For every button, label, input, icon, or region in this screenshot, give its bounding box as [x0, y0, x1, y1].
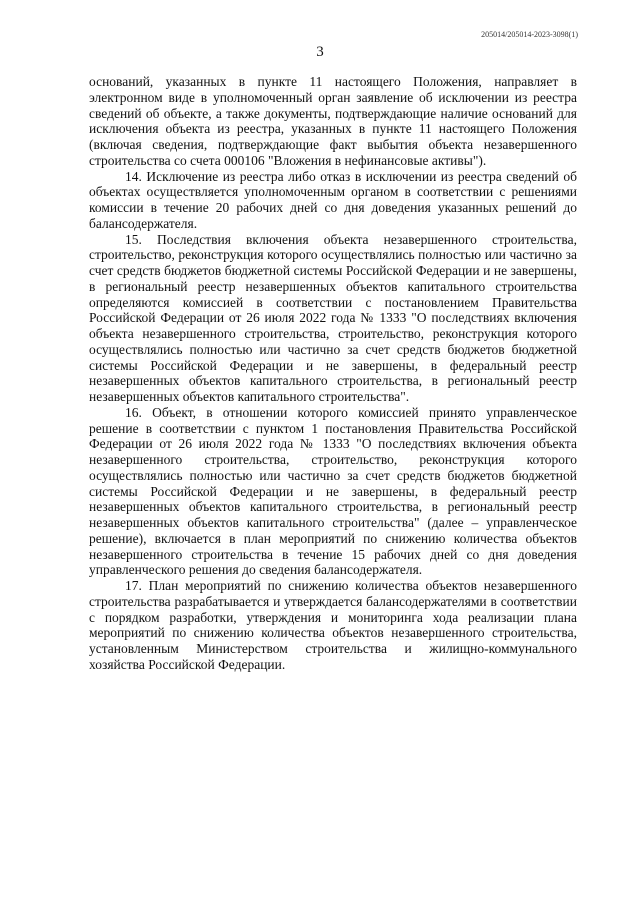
- document-registration-code: 205014/205014-2023-3098(1): [481, 30, 578, 39]
- paragraph-14: 14. Исключение из реестра либо отказ в исключении из реестра сведений об объектах осуществляется уполномоченным органом в соответствии с решениями комиссии в течение 20 рабочих дней со дня доведения указанных решений до балансодержателя.: [89, 168, 577, 231]
- paragraph-continuation: оснований, указанных в пункте 11 настоящего Положения, направляет в электронном виде в уполномоченный орган заявление об исключении из реестра сведений об объекте, а также документы, подтверждающие наличие оснований для исключения объекта из реестра, указанных в пункте 11 настоящего Положения (включая сведения, подтверждающие факт выбытия объекта незавершенного строительства со счета 000106 "Вложения в нефинансовые активы").: [89, 74, 577, 168]
- document-body: [89, 74, 577, 673]
- page-number: 3: [316, 44, 324, 60]
- paragraph-17: 17. План мероприятий по снижению количества объектов незавершенного строительства разрабатывается и утверждается балансодержателями в соответствии с порядком разработки, утверждения и мониторинга хода реализации плана мероприятий по снижению количества объектов незавершенного строительства, установленным Министерством строительства и жилищно-коммунального хозяйства Российской Федерации.: [89, 578, 577, 672]
- paragraph-15: 15. Последствия включения объекта незавершенного строительства, строительство, реконструкция которого осуществлялись полностью или частично за счет средств бюджетов бюджетной системы Российской Федерации и не завершены, в региональный реестр незавершенных объектов капитального строительства определяются комиссией в соответствии с постановлением Правительства Российской Федерации от 26 июля 2022 года № 1333 "О последствиях включения объекта незавершенного строительства, строительство, реконструкция которого осуществлялись полностью или частично за счет средств бюджетов бюджетной системы Российской Федерации и не завершены, в федеральный реестр незавершенных объектов капитального строительства, в региональный реестр незавершенных объектов капитального строительства".: [89, 231, 577, 404]
- paragraph-16: 16. Объект, в отношении которого комиссией принято управленческое решение в соответствии с пунктом 1 постановления Правительства Российской Федерации от 26 июля 2022 года № 1333 "О последствиях включения объекта незавершенного строительства, строительство, реконструкция которого осуществлялись полностью или частично за счет средств бюджетов бюджетной системы Российской Федерации и не завершены, в федеральный реестр незавершенных объектов капитального строительства, в региональный реестр незавершенных объектов капитального строительства" (далее – управленческое решение), включается в план мероприятий по снижению количества объектов незавершенного строительства в течение 15 рабочих дней со дня доведения управленческого решения до сведения балансодержателя.: [89, 404, 577, 578]
